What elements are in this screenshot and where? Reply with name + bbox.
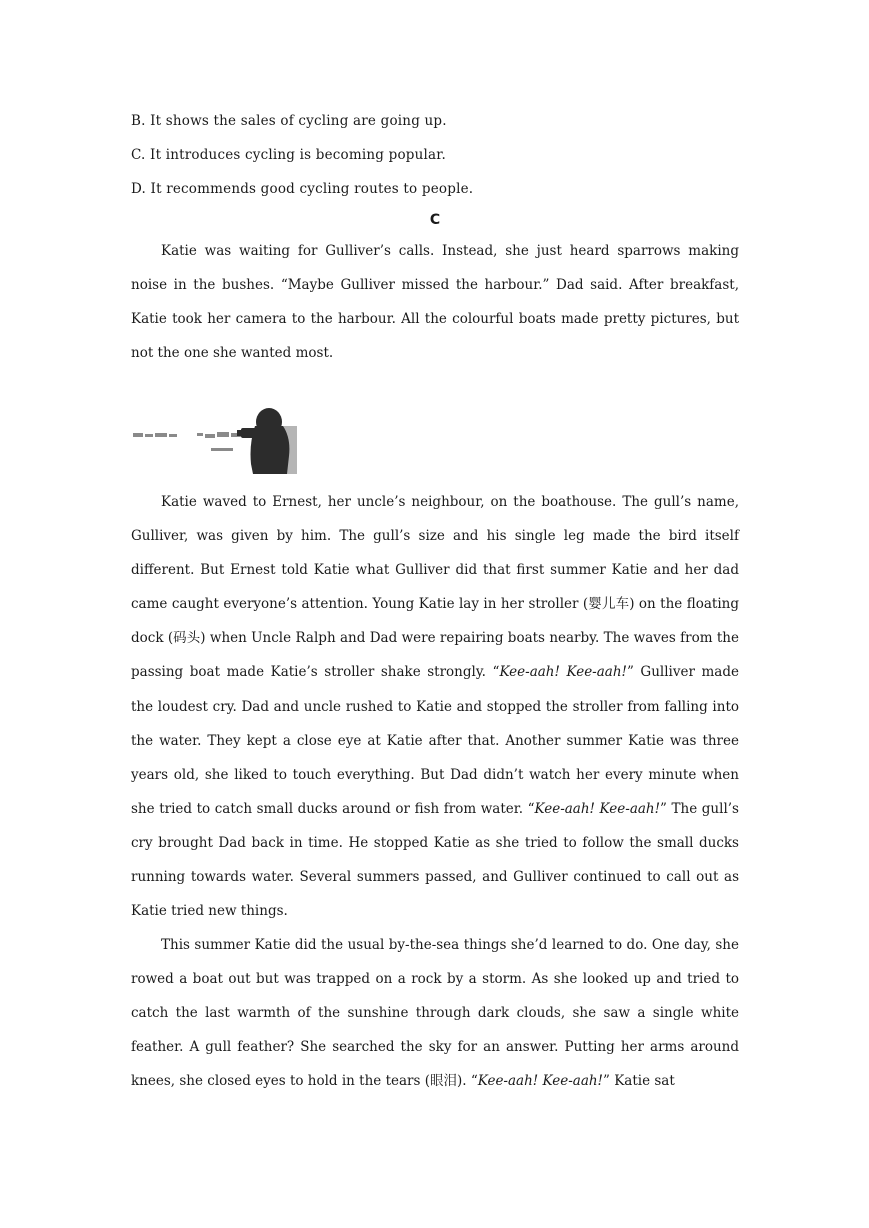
- option-c: [131, 147, 446, 163]
- paragraph-2: [131, 485, 739, 928]
- illustration-girl-with-camera: [131, 404, 301, 476]
- paragraph-text: ” The gull’s cry brought Dad back in time. He stopped Katie as she tried to follow the small ducks running towards water. Several summers passed, and Gulliver continued to call out as Katie tried new things.: [131, 800, 739, 920]
- gull-cry-text: Kee-aah! Kee-aah!: [499, 664, 627, 681]
- option-text: It recommends good cycling routes to people.: [150, 181, 474, 197]
- gull-cry-text: Kee-aah! Kee-aah!: [534, 800, 661, 817]
- option-b: [131, 113, 447, 129]
- option-letter: B.: [131, 113, 146, 129]
- paragraph-text: This summer Katie did the usual by-the-sea things she’d learned to do. One day, she rowed a boat out but was trapped on a rock by a storm. As she looked up and tried to catch the last warmth of the sunshine through dark clouds, she saw a single white feather. A gull feather? She searched the sky for an answer. Putting her arms around knees, she closed eyes to hold in the tears (眼泪). “: [131, 937, 739, 1090]
- option-text: It shows the sales of cycling are going up.: [150, 113, 447, 129]
- paragraph-text: ” Gulliver made the loudest cry. Dad and uncle rushed to Katie and stopped the stroller from falling into the water. They kept a close eye at Katie after that. Another summer Katie was three years old, she liked to touch everything. But Dad didn’t watch her every minute when she tried to catch small ducks around or fish from water. “: [131, 664, 739, 817]
- paragraph-3: [131, 928, 739, 1098]
- option-letter: C.: [131, 147, 146, 163]
- paragraph-text: ” Katie sat: [603, 1073, 675, 1090]
- option-d: [131, 181, 473, 197]
- option-text: It introduces cycling is becoming popular.: [150, 147, 446, 163]
- option-letter: D.: [131, 181, 147, 197]
- gull-cry-text: Kee-aah! Kee-aah!: [477, 1073, 603, 1090]
- paragraph-text: Katie waved to Ernest, her uncle’s neighbour, on the boathouse. The gull’s name, Gulliver, was given by him. The gull’s size and his single leg made the bird itself different. But Ernest told Katie what Gulliver did that first summer Katie and her dad came caught everyone’s attention. Young Katie lay in her stroller (婴儿车) on the floating dock (码头) when Uncle Ralph and Dad were repairing boats nearby. The waves from the passing boat made Katie’s stroller shake strongly. “: [131, 494, 739, 681]
- girl-silhouette-icon: [131, 404, 301, 476]
- section-heading: C: [429, 212, 441, 228]
- paragraph-1: [131, 234, 739, 370]
- paragraph-text: Katie was waiting for Gulliver’s calls. Instead, she just heard sparrows making noise in the bushes. “Maybe Gulliver missed the harbour.” Dad said. After breakfast, Katie took her camera to the harbour. All the colourful boats made pretty pictures, but not the one she wanted most.: [131, 243, 739, 362]
